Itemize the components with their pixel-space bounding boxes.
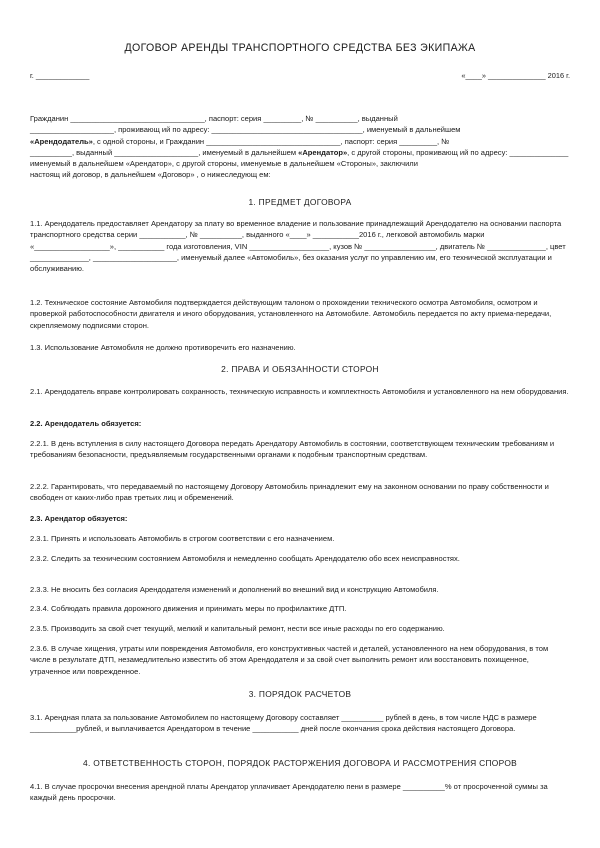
clause-2-3-heading: 2.3. Арендатор обязуется:: [30, 514, 128, 523]
clause-2-1: 2.1. Арендодатель вправе контролировать сохранность, техническую исправность и комплектность Автомобиля и установленного на нем оборудования.: [30, 387, 569, 396]
preamble-line: настоящ ий договор, в дальнейшем «Договор» , о нижеследующ ем:: [30, 170, 271, 180]
clause-1-1: 1.1. Арендодатель предоставляет Арендатору за плату во временное владение и пользование принадлежащий Арендодателю на основании паспорта транспортного средства серии ___________, № __________, выданного «____» ___________2016 г., легковой автомобиль марки «__________________», ___________ года изготовления, VIN ___________________, кузов № _________________, двигатель № ______________, цвет ______________, ____________________, именуемый далее «Автомобиль», без оказания услуг по управлению им, его технической эксплуатации и обслуживанию.: [30, 219, 566, 274]
clause-2-3-2: 2.3.2. Следить за техническим состоянием Автомобиля и немедленно сообщать Арендодателю обо всех неисправностях.: [30, 554, 460, 563]
clause-1-2: 1.2. Техническое состояние Автомобиля подтверждается действующим талоном о прохождении технического осмотра Автомобиля, осмотром и проверкой работоспособности двигателя и иного оборудования, установленного на Автомобиле. Автомобиль передается по акту приема-передачи, скрепляемому подписями сторон.: [30, 298, 552, 330]
clause-2-3-1: 2.3.1. Принять и использовать Автомобиль в строгом соответствии с его назначением.: [30, 534, 335, 543]
section-1-heading: 1. ПРЕДМЕТ ДОГОВОРА: [248, 197, 352, 207]
clause-2-3-4: 2.3.4. Соблюдать правила дорожного движения и принимать меры по профилактике ДТП.: [30, 604, 347, 613]
preamble-line: __________, выданный ____________________, именуемый в дальнейшем «Арендатор», с другой стороны, проживающ ий по адресу: ______________: [30, 147, 569, 157]
date-field: «____» ______________ 2016 г.: [461, 71, 570, 80]
preamble-line: ____________________, проживающ ий по адресу: ____________________________________, именуемый в дальнейшем: [30, 125, 461, 135]
document-title: ДОГОВОР АРЕНДЫ ТРАНСПОРТНОГО СРЕДСТВА БЕЗ ЭКИПАЖА: [124, 42, 476, 54]
clause-2-2-heading: 2.2. Арендодатель обязуется:: [30, 419, 142, 428]
clause-2-3-3: 2.3.3. Не вносить без согласия Арендодателя изменений и дополнений во внешний вид и конструкцию Автомобиля.: [30, 585, 439, 594]
clause-3-1: 3.1. Арендная плата за пользование Автомобилем по настоящему Договору составляет __________ рублей в день, в том числе НДС в размере ___________рублей, и выплачивается Арендатором в течение ___________ дней после окончания срока действия настоящего Договора.: [30, 713, 537, 734]
clause-4-1: 4.1. В случае просрочки внесения арендной платы Арендатор уплачивает Арендодателю пени в размере __________% от просроченной суммы за каждый день просрочки.: [30, 782, 548, 803]
section-3-heading: 3. ПОРЯДОК РАСЧЕТОВ: [248, 689, 352, 699]
city-field: г. _____________: [30, 71, 90, 80]
clause-1-3: 1.3. Использование Автомобиля не должно противоречить его назначению.: [30, 343, 296, 352]
clause-2-2-1: 2.2.1. В день вступления в силу настоящего Договора передать Арендатору Автомобиль в состоянии, соответствующем техническим требованиям и требованиям безопасности, предъявляемым государственными органами к подобным транспортным средствам.: [30, 439, 555, 460]
preamble-line: «Арендодатель», с одной стороны, и Гражданин ________________________________, паспорт: серия _________, №: [30, 136, 450, 146]
clause-2-3-5: 2.3.5. Производить за свой счет текущий, мелкий и капитальный ремонт, нести все иные расходы по его содержанию.: [30, 624, 445, 633]
clause-2-2-2: 2.2.2. Гарантировать, что передаваемый по настоящему Договору Автомобиль принадлежит ему на законном основании по праву собственности и свободен от каких-либо прав третьих лиц и обременений.: [30, 482, 549, 503]
preamble: [30, 113, 570, 181]
section-4-heading: 4. ОТВЕТСТВЕННОСТЬ СТОРОН, ПОРЯДОК РАСТОРЖЕНИЯ ДОГОВОРА И РАССМОТРЕНИЯ СПОРОВ: [82, 758, 518, 768]
preamble-line: именуемый в дальнейшем «Арендатор», с другой стороны, именуемые в дальнейшем «Стороны», заключили: [30, 159, 418, 169]
clause-2-3-6: 2.3.6. В случае хищения, утраты или повреждения Автомобиля, его конструктивных частей и деталей, установленного на нем оборудования, в том числе в результате ДТП, незамедлительно известить об этом Арендодателя и за свой счет выполнить ремонт или восстановить похищенное, утраченное или поврежденное.: [30, 644, 549, 676]
section-2-heading: 2. ПРАВА И ОБЯЗАННОСТИ СТОРОН: [221, 364, 379, 374]
preamble-line: Гражданин ________________________________, паспорт: серия _________, № __________, выданный: [30, 114, 398, 123]
lessee-term: «Арендатор»: [298, 147, 348, 157]
lessor-term: «Арендодатель»: [30, 136, 93, 146]
